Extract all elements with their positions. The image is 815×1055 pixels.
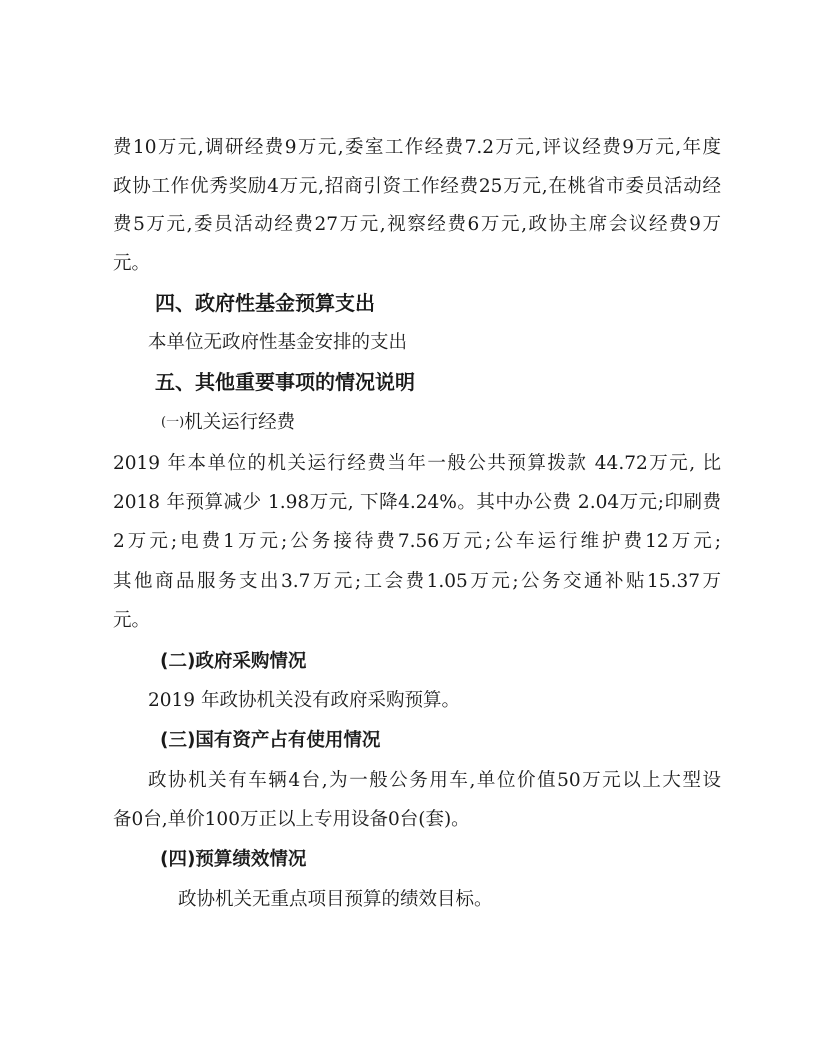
paragraph-line: 备0台,单价100万正以上专用设备0台(套)。: [113, 809, 470, 830]
section-4-body: 本单位无政府性基金安排的支出: [148, 332, 408, 353]
paragraph-line: 2018 年预算减少 1.98万元, 下降4.24%。其中办公费 2.04万元;印刷费: [113, 492, 721, 513]
paragraph-line: 费5万元,委员活动经费27万元,视察经费6万元,政协主席会议经费9万: [113, 214, 721, 235]
paragraph-line: 政协工作优秀奖励4万元,招商引资工作经费25万元,在桃省市委员活动经: [113, 176, 721, 197]
subheading-title: 机关运行经费: [184, 412, 296, 433]
paragraph-line: 2019 年政协机关没有政府采购预算。: [148, 690, 460, 711]
paragraph-line: 2万元;电费1万元;公务接待费7.56万元;公车运行维护费12万元;: [113, 531, 721, 552]
paragraph-line: 政协机关有车辆4台,为一般公务用车,单位价值50万元以上大型设: [148, 770, 721, 791]
subheading-number: (一): [161, 415, 185, 430]
section-heading-5: 五、其他重要事项的情况说明: [155, 370, 415, 394]
subheading-state-assets: (三)国有资产占有使用情况: [160, 730, 381, 751]
paragraph-line: 费10万元,调研经费9万元,委室工作经费7.2万元,评议经费9万元,年度: [113, 137, 721, 158]
section-heading-4: 四、政府性基金预算支出: [155, 291, 375, 315]
paragraph-line: 元。: [113, 253, 151, 274]
subheading-procurement: (二)政府采购情况: [160, 651, 307, 672]
paragraph-line: 政协机关无重点项目预算的绩效目标。: [178, 889, 493, 910]
subheading-operating-costs: [161, 411, 295, 435]
subheading-performance: (四)预算绩效情况: [160, 849, 307, 870]
paragraph-line: 其他商品服务支出3.7万元;工会费1.05万元;公务交通补贴15.37万: [113, 571, 721, 592]
paragraph-line: 元。: [113, 610, 151, 631]
paragraph-line: 2019 年本单位的机关运行经费当年一般公共预算拨款 44.72万元, 比: [113, 453, 721, 474]
